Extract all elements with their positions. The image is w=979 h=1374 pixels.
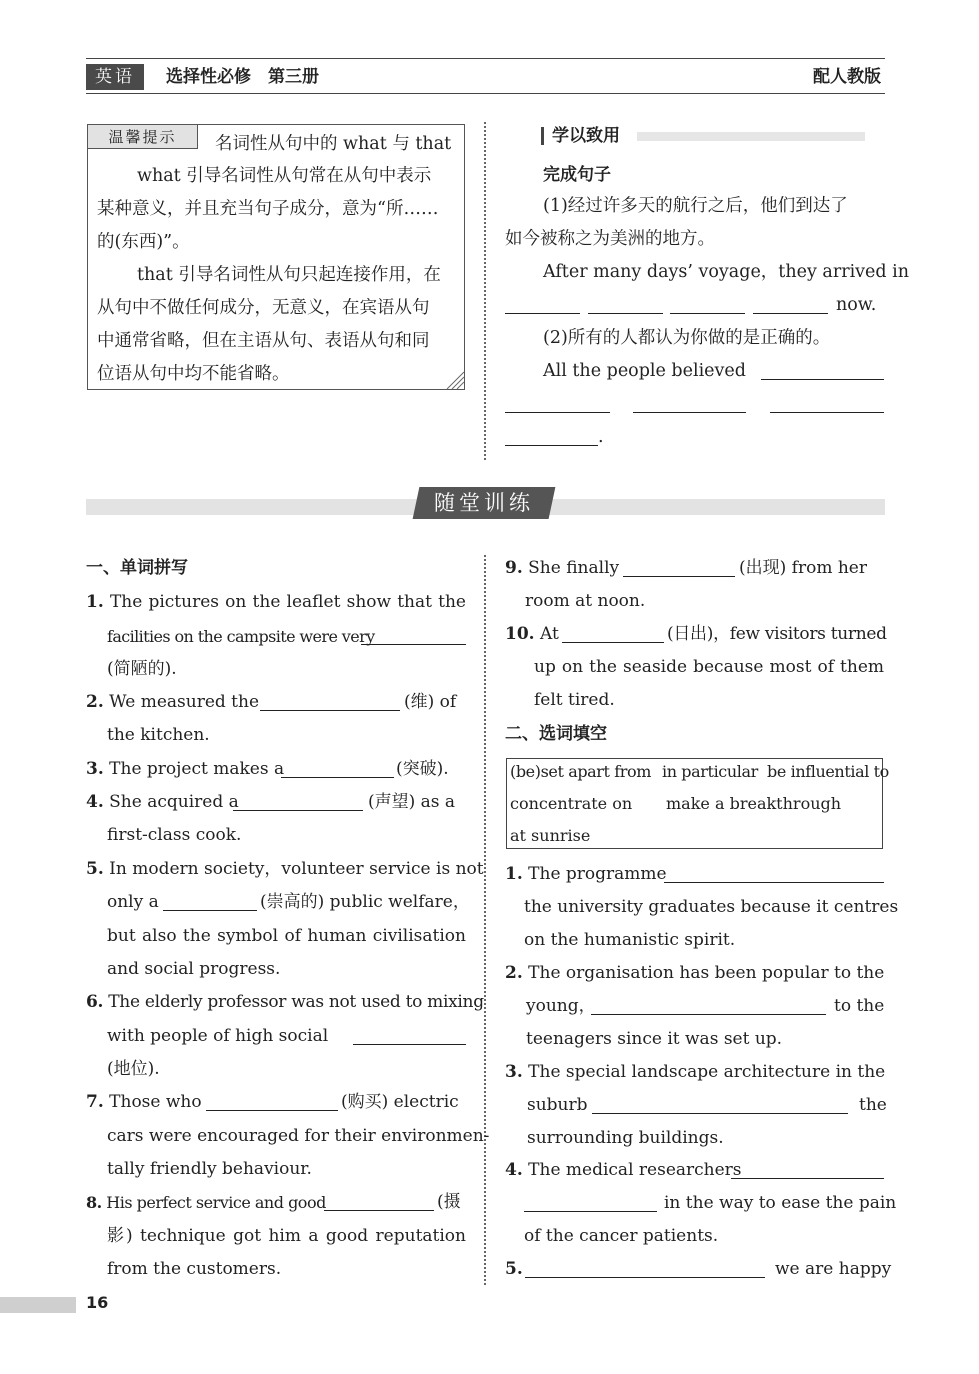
title-bar <box>637 132 865 141</box>
exercise-line: room at noon. <box>525 591 646 611</box>
exercise-line: 3. The project makes a <box>86 759 285 779</box>
answer-blank[interactable] <box>505 432 598 446</box>
exercise-line: in the way to ease the pain <box>664 1193 897 1213</box>
section-title: 随堂训练 <box>413 487 556 519</box>
exercise-line: 2. The organisation has been popular to the <box>505 963 885 983</box>
exercise-line: on the humanistic spirit. <box>524 930 736 950</box>
exercise-line: 3. The special landscape architecture in the <box>505 1062 886 1082</box>
word-bank-item: at sunrise <box>510 826 591 845</box>
answer-blank[interactable] <box>562 629 664 643</box>
exercise-line: the kitchen. <box>107 725 210 745</box>
answer-blank[interactable] <box>770 399 884 413</box>
exercise-line: 4. She acquired a <box>86 792 239 812</box>
exercise-line: 1. The pictures on the leaflet show that the <box>86 592 466 612</box>
q1-end: now. <box>836 295 877 315</box>
answer-blank[interactable] <box>588 300 663 314</box>
exercise-line: facilities on the campsite were very <box>107 627 375 646</box>
apply-title: 学以致用 <box>552 126 620 146</box>
exercise-line: of the cancer patients. <box>524 1226 719 1246</box>
exercise-line: from the customers. <box>107 1259 282 1279</box>
part1-title: 一、单词拼写 <box>86 558 188 578</box>
page-number: 16 <box>86 1293 109 1312</box>
q2-english: All the people believed <box>543 361 746 381</box>
title-marker <box>541 127 544 145</box>
exercise-line: to the <box>834 996 885 1016</box>
tip-line: 某种意义，并且充当句子成分，意为“所…… <box>97 199 439 219</box>
tip-line: what 引导名词性从句常在从句中表示 <box>137 166 432 186</box>
exercise-line: tally friendly behaviour. <box>107 1159 312 1179</box>
edition-label: 配人教版 <box>813 67 881 87</box>
exercise-line: surrounding buildings. <box>527 1128 724 1148</box>
answer-blank[interactable] <box>206 1097 338 1111</box>
exercise-line: only a <box>107 892 159 912</box>
exercise-line: but also the symbol of human civilisation <box>107 926 466 946</box>
answer-blank[interactable] <box>633 399 746 413</box>
answer-blank[interactable] <box>260 697 400 711</box>
tip-line: that 引导名词性从句只起连接作用，在 <box>137 265 441 285</box>
exercise-line: 8. His perfect service and good <box>86 1193 326 1212</box>
exercise-line: the university graduates because it centres <box>524 897 899 917</box>
exercise-line: 4. The medical researchers <box>505 1160 742 1180</box>
answer-blank[interactable] <box>361 631 466 645</box>
answer-blank[interactable] <box>592 1100 848 1114</box>
exercise-line: 10. At <box>505 624 559 644</box>
word-bank-item: in particular <box>662 762 758 781</box>
word-bank-item: make a breakthrough <box>666 794 842 813</box>
exercise-line: felt tired. <box>534 690 615 710</box>
answer-blank[interactable] <box>591 1001 826 1015</box>
answer-blank[interactable] <box>353 1031 466 1045</box>
q1-chinese: (1)经过许多天的航行之后，他们到达了 <box>543 196 848 216</box>
answer-blank[interactable] <box>664 869 884 883</box>
exercise-line: and social progress. <box>107 959 281 979</box>
column-divider <box>484 555 486 1285</box>
exercise-line: 2. We measured the <box>86 692 260 712</box>
exercise-line: (声望) as a <box>368 792 456 812</box>
exercise-line: (日出)，few visitors turned <box>667 624 887 644</box>
part2-title: 二、选词填空 <box>505 724 607 744</box>
subject-tag: 英语 <box>86 64 144 90</box>
exercise-line: 5. In modern society，volunteer service is not <box>86 859 484 879</box>
exercise-line: suburb <box>527 1095 588 1115</box>
exercise-line: 9. She finally <box>505 558 620 578</box>
exercise-line: 影) technique got him a good reputation <box>107 1226 466 1246</box>
tip-line: 的(东西)”。 <box>97 232 190 252</box>
exercise-line: we are happy <box>775 1259 892 1279</box>
exercise-line: 6. The elderly professor was not used to mixing <box>86 992 484 1012</box>
exercise-line: young， <box>526 996 596 1016</box>
exercise-line: cars were encouraged for their environmen- <box>107 1126 490 1146</box>
exercise-line: (崇高的) public welfare， <box>260 892 470 912</box>
q2-end: . <box>598 427 604 447</box>
exercise-line: with people of high social <box>107 1026 329 1046</box>
column-divider <box>484 122 486 460</box>
exercise-line: (购买) electric <box>341 1092 459 1112</box>
answer-blank[interactable] <box>163 897 257 911</box>
exercise-line: 1. The programme <box>505 864 667 884</box>
q1-chinese-cont: 如今被称之为美洲的地方。 <box>505 229 715 249</box>
tip-line: 中通常省略，但在主语从句、表语从句和同 <box>97 331 430 351</box>
answer-blank[interactable] <box>505 399 610 413</box>
answer-blank[interactable] <box>525 1264 765 1278</box>
q2-chinese: (2)所有的人都认为你做的是正确的。 <box>543 328 831 348</box>
page-header <box>86 58 885 94</box>
apply-subtitle: 完成句子 <box>543 165 611 185</box>
answer-blank[interactable] <box>761 366 884 380</box>
q1-english: After many days’ voyage，they arrived in <box>543 262 910 282</box>
answer-blank[interactable] <box>731 1165 884 1179</box>
answer-blank[interactable] <box>233 797 363 811</box>
exercise-line: up on the seaside because most of them <box>534 657 884 677</box>
tip-label: 温馨提示 <box>88 125 198 149</box>
exercise-line: the <box>859 1095 887 1115</box>
tip-line: 位语从句中均不能省略。 <box>97 364 290 384</box>
answer-blank[interactable] <box>281 764 394 778</box>
answer-blank[interactable] <box>505 300 580 314</box>
exercise-line: (出现) from her <box>739 558 867 578</box>
answer-blank[interactable] <box>524 1198 657 1212</box>
exercise-line: (地位). <box>107 1059 160 1079</box>
answer-blank[interactable] <box>623 563 735 577</box>
exercise-line: (简陋的). <box>107 659 177 679</box>
word-bank-item: be influential to <box>767 762 889 781</box>
tip-line: 从句中不做任何成分，无意义，在宾语从句 <box>97 298 430 318</box>
word-bank-item: concentrate on <box>510 794 633 813</box>
exercise-line: (摄 <box>437 1192 461 1212</box>
tip-line: 名词性从句中的 what 与 that <box>215 134 452 154</box>
exercise-line: 5. <box>505 1259 523 1279</box>
exercise-line: (突破). <box>396 759 449 779</box>
book-title: 选择性必修 第三册 <box>166 67 319 87</box>
page-number-bar <box>0 1297 76 1313</box>
answer-blank[interactable] <box>670 300 745 314</box>
answer-blank[interactable] <box>753 300 828 314</box>
exercise-line: first-class cook. <box>107 825 242 845</box>
page-fold-icon <box>441 366 465 390</box>
exercise-line: 7. Those who <box>86 1092 202 1112</box>
exercise-line: (维) of <box>404 692 457 712</box>
answer-blank[interactable] <box>324 1197 434 1211</box>
word-bank-item: (be)set apart from <box>510 762 652 781</box>
exercise-line: teenagers since it was set up. <box>526 1029 783 1049</box>
